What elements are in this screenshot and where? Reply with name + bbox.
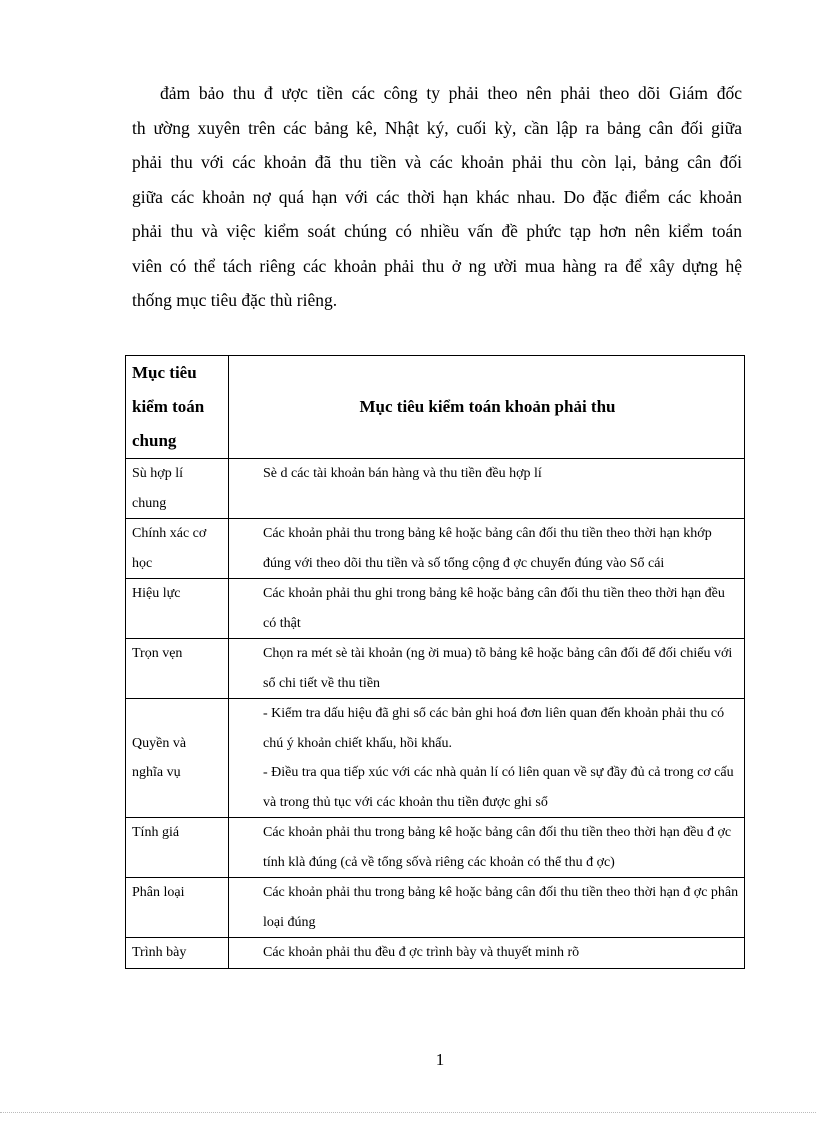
page-number: 1: [435, 1050, 445, 1069]
header-general-objective: Mục tiêu kiểm toán chung: [126, 356, 229, 459]
intro-line: phải thu với các khoản đã thu tiền và các khoản phải thu còn lại, bảng cân đối: [132, 152, 742, 172]
table-row: [126, 699, 745, 818]
row-description: Chọn ra mét sè tài khoản (ng ời mua) tõ bảng kê hoặc bảng cân đối để đối chiếu với sổ chi tiết về thu tiền: [229, 639, 745, 699]
row-description: Các khoản phải thu đều đ ợc trình bày và thuyết minh rõ: [229, 938, 745, 969]
row-description: Các khoản phải thu trong bảng kê hoặc bảng cân đối thu tiền theo thời hạn đều đ ợc tính klà đúng (cả về tổng sốvà riêng các khoản có thể thu đ ợc): [229, 818, 745, 878]
header-receivables-objective: Mục tiêu kiểm toán khoản phải thu: [229, 356, 745, 459]
intro-paragraph: [132, 76, 742, 318]
row-description: Sè d các tài khoản bán hàng và thu tiền đều hợp lí: [229, 459, 745, 519]
table-row: [126, 579, 745, 639]
intro-line: đảm bảo thu đ ược tiền các công ty phải theo nên phải theo dõi Giám đốc: [160, 83, 742, 103]
intro-line: th ường xuyên trên các bảng kê, Nhật ký, cuối kỳ, cần lập ra bảng cân đối giữa: [132, 117, 742, 138]
row-description: Các khoản phải thu ghi trong bảng kê hoặc bảng cân đối thu tiền theo thời hạn đều có thật: [229, 579, 745, 639]
row-description: - Kiểm tra dấu hiệu đã ghi sổ các bản ghi hoá đơn liên quan đến khoản phải thu có chú ý khoản chiết khấu, hồi khấu. - Điều tra qua tiếp xúc với các nhà quản lí có liên quan về sự đầy đủ cả trong cơ cấu và trong thủ tục với các khoản thu tiền được ghi sổ: [229, 699, 745, 818]
row-label: Phân loại: [126, 878, 229, 938]
row-label: Trình bày: [126, 938, 229, 969]
table-row: [126, 818, 745, 878]
intro-line: viên có thể tách riêng các khoản phải thu ở ng ười mua hàng ra để xây dựng hệ: [132, 255, 742, 276]
intro-line: giữa các khoản nợ quá hạn với các thời hạn khác nhau. Do đặc điểm các khoản: [132, 186, 742, 207]
row-description: Các khoản phải thu trong bảng kê hoặc bảng cân đối thu tiền theo thời hạn đ ợc phân loại đúng: [229, 878, 745, 938]
table-row: [126, 878, 745, 938]
table-row: [126, 459, 745, 519]
row-description: Các khoản phải thu trong bảng kê hoặc bảng cân đối thu tiền theo thời hạn khớp đúng với theo dõi thu tiền và số tổng cộng đ ợc chuyển đúng vào Sổ cái: [229, 519, 745, 579]
intro-line: thống mục tiêu đặc thù riêng.: [132, 290, 338, 310]
page-bottom-divider: [0, 1112, 816, 1113]
row-label: Sù hợp lí chung: [126, 459, 229, 519]
table-row: [126, 519, 745, 579]
row-label: Tính giá: [126, 818, 229, 878]
table-row: [126, 938, 745, 969]
table-header-row: [126, 356, 745, 459]
intro-line: phải thu và việc kiểm soát chúng có nhiều vấn đề phức tạp hơn nên kiểm toán: [132, 221, 742, 241]
row-label: Chính xác cơ học: [126, 519, 229, 579]
row-label: Hiệu lực: [126, 579, 229, 639]
audit-objectives-table: [125, 355, 745, 969]
row-label: Quyền và nghĩa vụ: [126, 699, 229, 818]
table-row: [126, 639, 745, 699]
row-label: Trọn vẹn: [126, 639, 229, 699]
